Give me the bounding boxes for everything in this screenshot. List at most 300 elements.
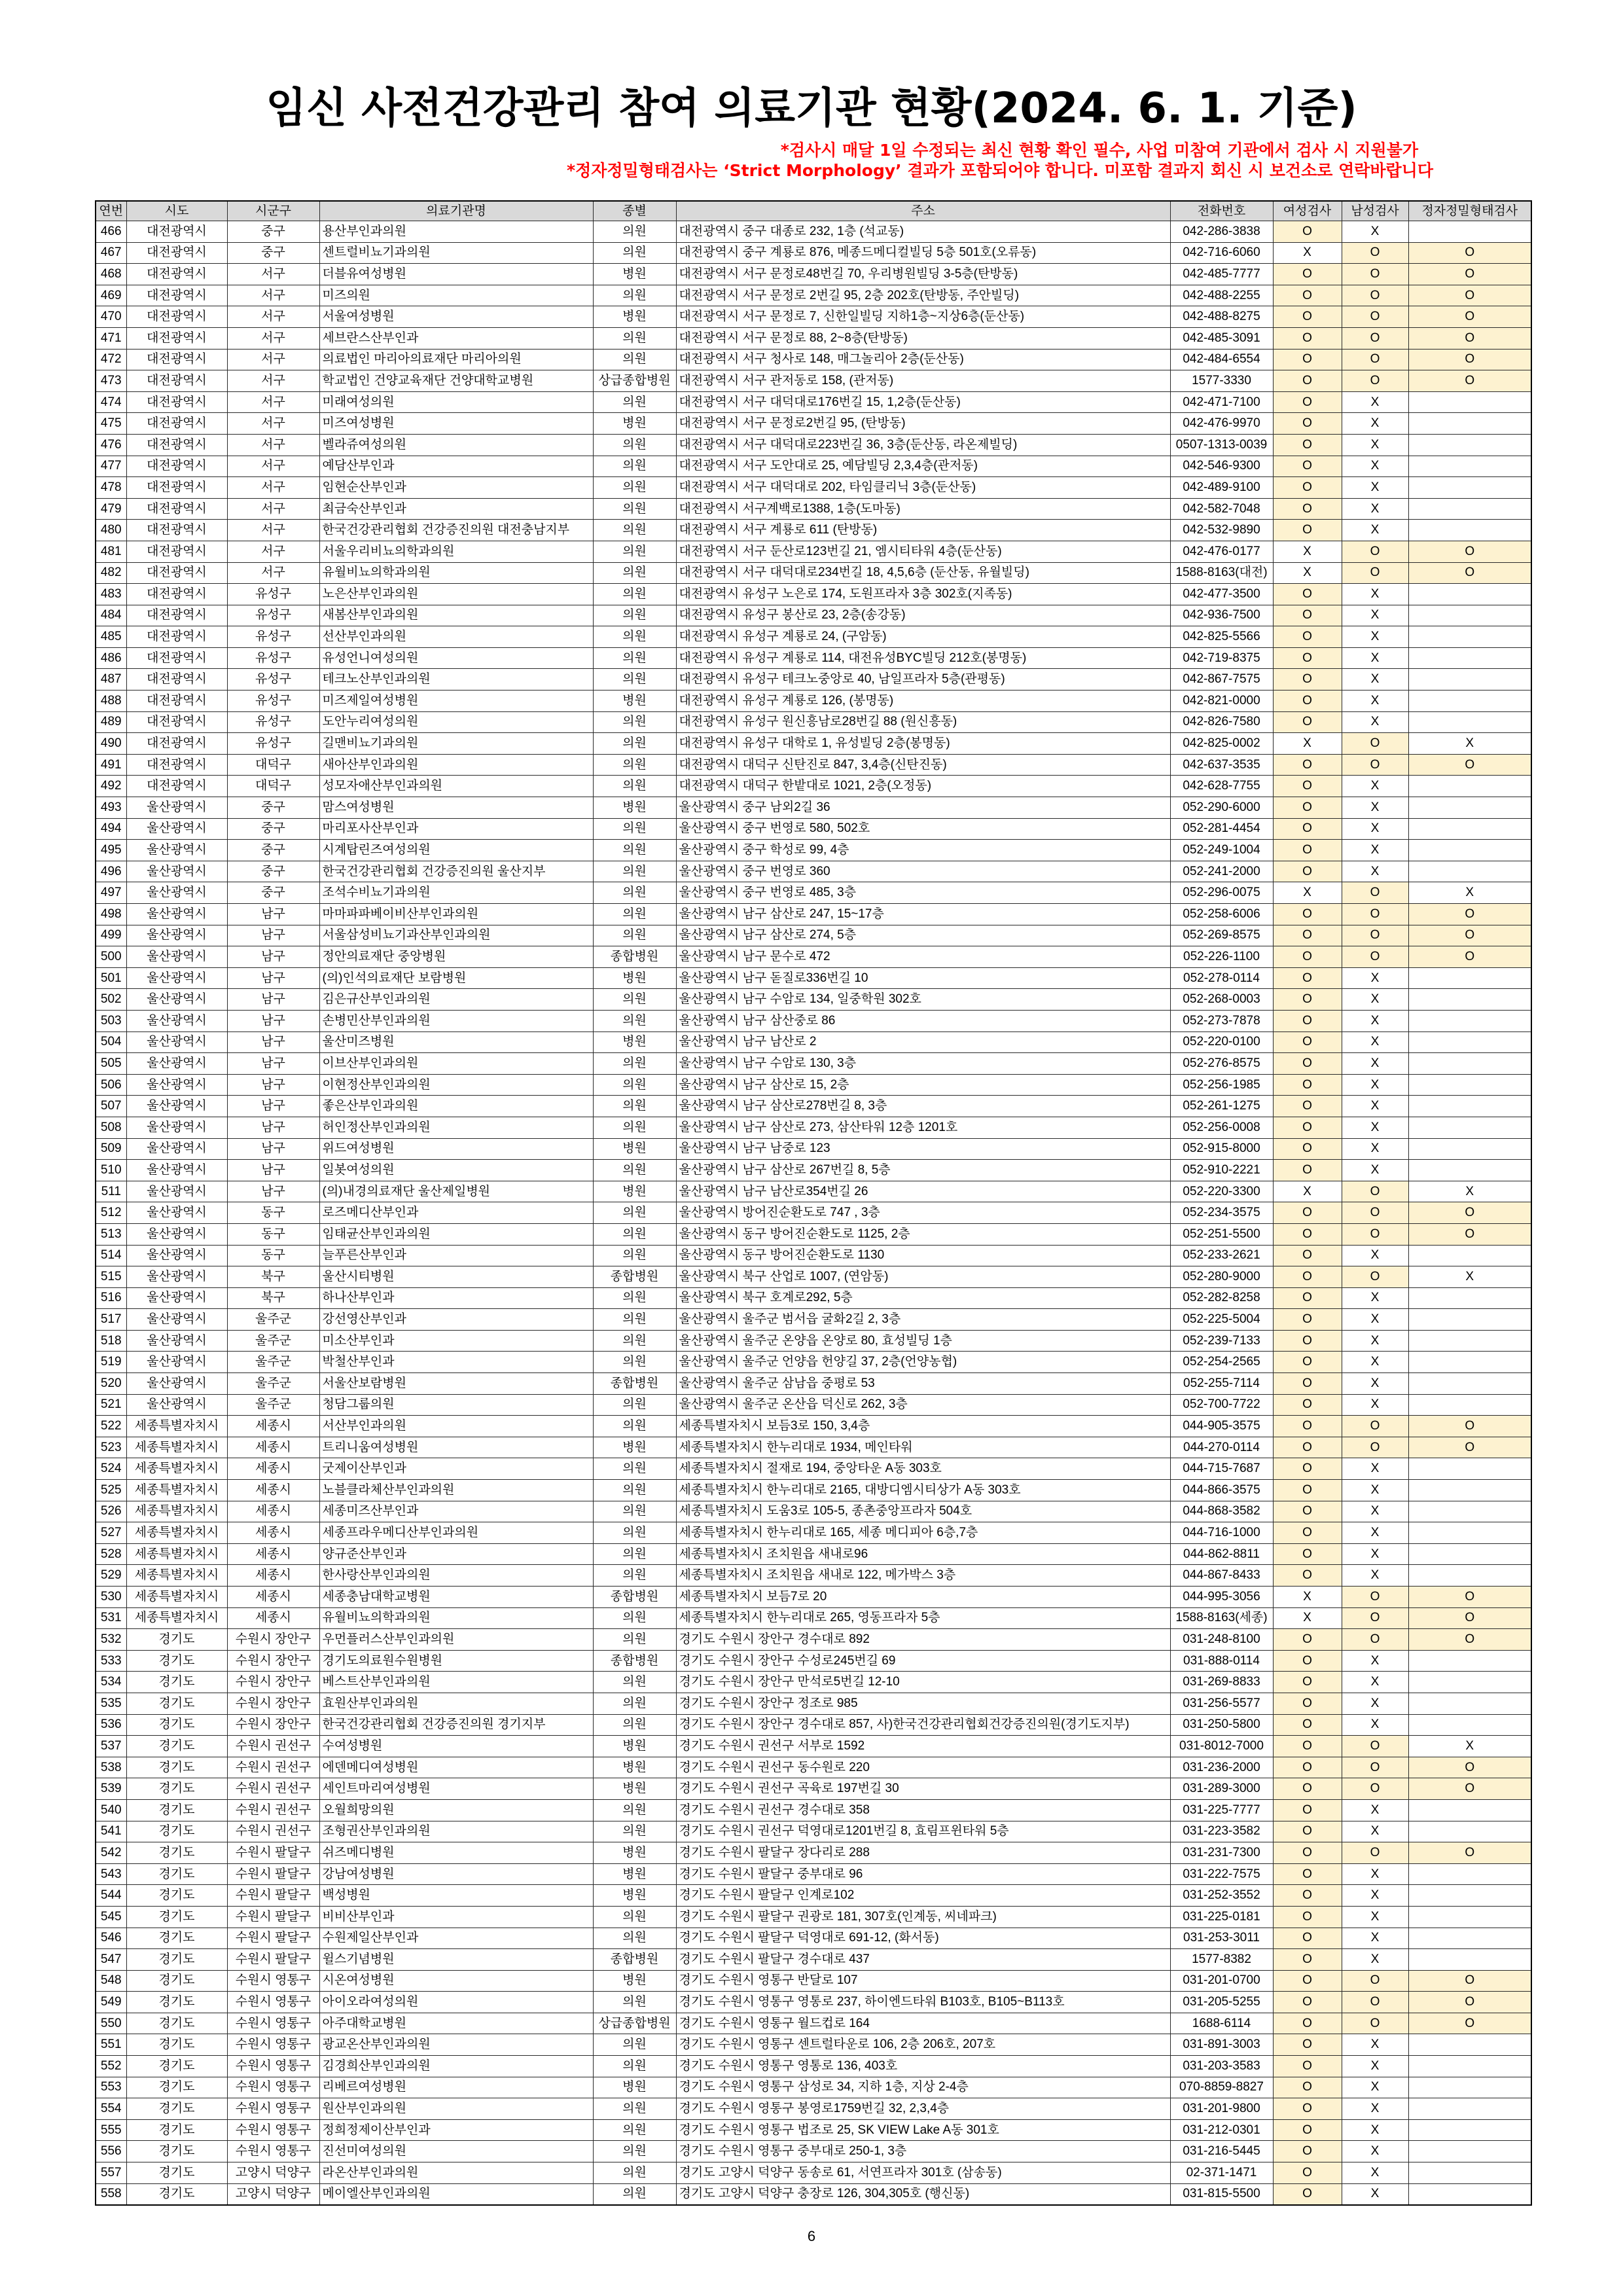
sido-cell: 울산광역시 [126, 861, 227, 882]
sigungu-cell: 수원시 권선구 [227, 1778, 319, 1800]
phone-number: 044-715-7687 [1170, 1458, 1273, 1480]
institution-type: 병원 [593, 691, 676, 712]
notice-line-monthly-update: *검사시 매달 1일 수정되는 최신 현황 확인 필수, 사업 미참여 기관에서 검사 시 지원불가 [780, 141, 1418, 160]
male-test-mark: O [1342, 946, 1408, 968]
table-row [96, 221, 1531, 243]
female-test-mark: O [1273, 327, 1342, 349]
sido-cell: 대전광역시 [126, 626, 227, 648]
sido-cell: 울산광역시 [126, 1223, 227, 1245]
row-number: 512 [96, 1202, 126, 1224]
male-test-mark: X [1342, 391, 1408, 413]
address: 대전광역시 서구 문정로 88, 2~8층(탄방동) [676, 327, 1170, 349]
phone-number: 052-256-1985 [1170, 1074, 1273, 1096]
phone-number: 042-471-7100 [1170, 391, 1273, 413]
female-test-mark: O [1273, 1842, 1342, 1864]
sigungu-cell: 남구 [227, 1053, 319, 1075]
institution-name: 오월희망의원 [319, 1799, 593, 1821]
male-test-mark: X [1342, 520, 1408, 541]
institution-name: 서울산보람병원 [319, 1373, 593, 1395]
row-number: 556 [96, 2141, 126, 2162]
sigungu-cell: 수원시 영통구 [227, 2098, 319, 2120]
male-test-mark: X [1342, 1010, 1408, 1031]
sido-cell: 세종특별자치시 [126, 1543, 227, 1565]
sperm-morphology-test-mark [1408, 1117, 1531, 1138]
address: 대전광역시 유성구 계룡로 24, (구암동) [676, 626, 1170, 648]
address: 대전광역시 서구 대덕대로176번길 15, 1,2층(둔산동) [676, 391, 1170, 413]
address: 대전광역시 서구 도안대로 25, 예담빌딩 2,3,4층(관저동) [676, 456, 1170, 477]
row-number: 468 [96, 264, 126, 285]
phone-number: 031-888-0114 [1170, 1650, 1273, 1672]
phone-number: 042-476-9970 [1170, 413, 1273, 435]
phone-number: 052-276-8575 [1170, 1053, 1273, 1075]
sperm-morphology-test-mark [1408, 1650, 1531, 1672]
phone-number: 052-281-4454 [1170, 818, 1273, 840]
male-test-mark: O [1342, 1266, 1408, 1288]
row-number: 498 [96, 904, 126, 925]
institution-name: 미즈의원 [319, 285, 593, 306]
female-test-mark: O [1273, 711, 1342, 733]
sido-cell: 울산광역시 [126, 1245, 227, 1266]
phone-number: 042-488-2255 [1170, 285, 1273, 306]
female-test-mark: O [1273, 2183, 1342, 2205]
male-test-mark: X [1342, 691, 1408, 712]
female-test-mark: O [1273, 1138, 1342, 1160]
institution-name: 미래여성의원 [319, 391, 593, 413]
institution-type: 병원 [593, 1736, 676, 1757]
address: 울산광역시 남구 돋질로336번길 10 [676, 967, 1170, 989]
sido-cell: 울산광역시 [126, 818, 227, 840]
sido-cell: 대전광역시 [126, 733, 227, 755]
phone-number: 031-891-3003 [1170, 2034, 1273, 2056]
address: 대전광역시 서구 대덕대로234번길 18, 4,5,6층 (둔산동, 유월빌딩) [676, 562, 1170, 584]
sigungu-cell: 남구 [227, 989, 319, 1011]
male-test-mark: X [1342, 797, 1408, 819]
female-test-mark: O [1273, 221, 1342, 243]
sperm-morphology-test-mark: O [1408, 1629, 1531, 1651]
address: 대전광역시 서구 문정로 2번길 95, 2층 202호(탄방동, 주안빌딩) [676, 285, 1170, 306]
institution-name: 트리니움여성병원 [319, 1437, 593, 1458]
female-test-mark: X [1273, 541, 1342, 562]
sigungu-cell: 서구 [227, 327, 319, 349]
sido-cell: 대전광역시 [126, 711, 227, 733]
sigungu-cell: 서구 [227, 541, 319, 562]
sperm-morphology-test-mark [1408, 1330, 1531, 1352]
institution-type: 의원 [593, 776, 676, 797]
sido-cell: 경기도 [126, 2119, 227, 2141]
sperm-morphology-test-mark: X [1408, 733, 1531, 755]
male-test-mark: X [1342, 1330, 1408, 1352]
male-test-mark: X [1342, 776, 1408, 797]
sigungu-cell: 중구 [227, 840, 319, 861]
row-number: 550 [96, 2013, 126, 2034]
row-number: 471 [96, 327, 126, 349]
sido-cell: 경기도 [126, 2098, 227, 2120]
row-number: 486 [96, 647, 126, 669]
row-number: 473 [96, 370, 126, 392]
phone-number: 052-225-5004 [1170, 1309, 1273, 1331]
address: 경기도 수원시 장안구 만석로5번길 12-10 [676, 1672, 1170, 1693]
female-test-mark: O [1273, 1799, 1342, 1821]
row-number: 470 [96, 306, 126, 328]
male-test-mark: X [1342, 840, 1408, 861]
institution-type: 병원 [593, 1757, 676, 1778]
sido-cell: 대전광역시 [126, 264, 227, 285]
sigungu-cell: 서구 [227, 370, 319, 392]
female-test-mark: O [1273, 1352, 1342, 1373]
institution-name: 벨라쥬여성의원 [319, 434, 593, 456]
institution-type: 의원 [593, 711, 676, 733]
table-header-row [96, 201, 1531, 221]
institution-name: 한국건강관리협회 건강증진의원 대전충남지부 [319, 520, 593, 541]
phone-number: 042-826-7580 [1170, 711, 1273, 733]
phone-number: 042-719-8375 [1170, 647, 1273, 669]
row-number: 546 [96, 1928, 126, 1949]
sperm-morphology-test-mark [1408, 2183, 1531, 2205]
sido-cell: 세종특별자치시 [126, 1416, 227, 1437]
row-number: 484 [96, 605, 126, 626]
institution-name: 센트럴비뇨기과의원 [319, 242, 593, 264]
sido-cell: 경기도 [126, 1992, 227, 2013]
row-number: 492 [96, 776, 126, 797]
male-test-mark: O [1342, 1970, 1408, 1992]
institution-name: 손병민산부인과의원 [319, 1010, 593, 1031]
table-row [96, 1778, 1531, 1800]
male-test-mark: X [1342, 1799, 1408, 1821]
sigungu-cell: 세종시 [227, 1607, 319, 1629]
address: 경기도 수원시 권선구 경수대로 358 [676, 1799, 1170, 1821]
sigungu-cell: 중구 [227, 797, 319, 819]
address: 울산광역시 남구 삼산로 267번길 8, 5층 [676, 1160, 1170, 1181]
sperm-morphology-test-mark [1408, 1821, 1531, 1842]
female-test-mark: O [1273, 1010, 1342, 1031]
sigungu-cell: 수원시 영통구 [227, 2119, 319, 2141]
institution-type: 의원 [593, 1543, 676, 1565]
sigungu-cell: 중구 [227, 818, 319, 840]
phone-number: 042-489-9100 [1170, 477, 1273, 499]
sido-cell: 울산광역시 [126, 882, 227, 904]
female-test-mark: O [1273, 946, 1342, 968]
male-test-mark: X [1342, 498, 1408, 520]
institution-name: 박철산부인과 [319, 1352, 593, 1373]
phone-number: 052-251-5500 [1170, 1223, 1273, 1245]
phone-number: 052-269-8575 [1170, 925, 1273, 946]
sido-cell: 울산광역시 [126, 1031, 227, 1053]
address: 울산광역시 북구 호계로292, 5층 [676, 1287, 1170, 1309]
institution-type: 종합병원 [593, 1587, 676, 1608]
institution-type: 의원 [593, 1416, 676, 1437]
row-number: 510 [96, 1160, 126, 1181]
institution-type: 의원 [593, 1629, 676, 1651]
table-row [96, 1223, 1531, 1245]
female-test-mark: O [1273, 434, 1342, 456]
row-number: 475 [96, 413, 126, 435]
institution-name: 아이오라여성의원 [319, 1992, 593, 2013]
sigungu-cell: 수원시 장안구 [227, 1714, 319, 1736]
institution-type: 상급종합병원 [593, 2013, 676, 2034]
institution-type: 의원 [593, 1522, 676, 1544]
table-row [96, 2162, 1531, 2184]
female-test-mark: O [1273, 1736, 1342, 1757]
address: 대전광역시 서구 계룡로 611 (탄방동) [676, 520, 1170, 541]
male-test-mark: O [1342, 306, 1408, 328]
institution-name: 경기도의료원수원병원 [319, 1650, 593, 1672]
sperm-morphology-test-mark [1408, 1010, 1531, 1031]
address: 대전광역시 서구 대덕대로223번길 36, 3층(둔산동, 라온제빌딩) [676, 434, 1170, 456]
sigungu-cell: 서구 [227, 456, 319, 477]
sido-cell: 경기도 [126, 1736, 227, 1757]
sperm-morphology-test-mark: O [1408, 2013, 1531, 2034]
sido-cell: 울산광역시 [126, 1010, 227, 1031]
institution-type: 의원 [593, 1821, 676, 1842]
institution-type: 의원 [593, 584, 676, 605]
row-number: 472 [96, 349, 126, 370]
institution-type: 의원 [593, 1799, 676, 1821]
male-test-mark: X [1342, 1949, 1408, 1971]
row-number: 541 [96, 1821, 126, 1842]
institution-type: 의원 [593, 1053, 676, 1075]
row-number: 474 [96, 391, 126, 413]
sigungu-cell: 세종시 [227, 1587, 319, 1608]
institution-type: 의원 [593, 456, 676, 477]
female-test-mark: O [1273, 1906, 1342, 1928]
sperm-morphology-test-mark: O [1408, 946, 1531, 968]
female-test-mark: O [1273, 391, 1342, 413]
institution-type: 종합병원 [593, 1266, 676, 1288]
address: 대전광역시 유성구 계룡로 126, (봉명동) [676, 691, 1170, 712]
institution-name: 김은규산부인과의원 [319, 989, 593, 1011]
male-test-mark: X [1342, 1309, 1408, 1331]
female-test-mark: O [1273, 2077, 1342, 2098]
sperm-morphology-test-mark [1408, 1031, 1531, 1053]
male-test-mark: O [1342, 1607, 1408, 1629]
institution-name: (의)인석의료재단 보람병원 [319, 967, 593, 989]
row-number: 535 [96, 1693, 126, 1714]
female-test-mark: O [1273, 1992, 1342, 2013]
sperm-morphology-test-mark [1408, 647, 1531, 669]
address: 울산광역시 울주군 범서읍 굴화2길 2, 3층 [676, 1309, 1170, 1331]
sperm-morphology-test-mark [1408, 818, 1531, 840]
sigungu-cell: 수원시 영통구 [227, 2056, 319, 2077]
institution-name: 테크노산부인과의원 [319, 669, 593, 691]
phone-number: 052-280-9000 [1170, 1266, 1273, 1288]
table-row [96, 1352, 1531, 1373]
table-row [96, 1287, 1531, 1309]
institution-name: 한사랑산부인과의원 [319, 1565, 593, 1587]
phone-number: 044-866-3575 [1170, 1480, 1273, 1501]
institution-name: 선산부인과의원 [319, 626, 593, 648]
institution-name: 길맨비뇨기과의원 [319, 733, 593, 755]
sigungu-cell: 수원시 팔달구 [227, 1842, 319, 1864]
institution-name: 한국건강관리협회 건강증진의원 경기지부 [319, 1714, 593, 1736]
table-row [96, 1565, 1531, 1587]
address: 경기도 수원시 영통구 센트럴타운로 106, 2층 206호, 207호 [676, 2034, 1170, 2056]
sigungu-cell: 수원시 권선구 [227, 1821, 319, 1842]
address: 경기도 수원시 팔달구 경수대로 437 [676, 1949, 1170, 1971]
female-test-mark: X [1273, 1587, 1342, 1608]
sigungu-cell: 남구 [227, 1117, 319, 1138]
phone-number: 1588-8163(대전) [1170, 562, 1273, 584]
male-test-mark: X [1342, 1672, 1408, 1693]
sigungu-cell: 서구 [227, 477, 319, 499]
sigungu-cell: 남구 [227, 1181, 319, 1202]
row-number: 552 [96, 2056, 126, 2077]
row-number: 509 [96, 1138, 126, 1160]
address: 대전광역시 유성구 원신흥남로28번길 88 (원신흥동) [676, 711, 1170, 733]
sperm-morphology-test-mark [1408, 605, 1531, 626]
sido-cell: 경기도 [126, 1821, 227, 1842]
male-test-mark: X [1342, 2077, 1408, 2098]
table-row [96, 946, 1531, 968]
institution-name: 마리포사산부인과 [319, 818, 593, 840]
male-test-mark: X [1342, 669, 1408, 691]
sperm-morphology-test-mark [1408, 1714, 1531, 1736]
phone-number: 052-234-3575 [1170, 1202, 1273, 1224]
institution-type: 병원 [593, 413, 676, 435]
sigungu-cell: 수원시 영통구 [227, 2034, 319, 2056]
row-number: 534 [96, 1672, 126, 1693]
female-test-mark: X [1273, 242, 1342, 264]
row-number: 499 [96, 925, 126, 946]
sperm-morphology-test-mark: O [1408, 370, 1531, 392]
female-test-mark: O [1273, 1287, 1342, 1309]
sigungu-cell: 서구 [227, 413, 319, 435]
male-test-mark: O [1342, 541, 1408, 562]
sido-cell: 세종특별자치시 [126, 1522, 227, 1544]
institution-name: 새아산부인과의원 [319, 754, 593, 776]
address: 울산광역시 중구 번영로 485, 3층 [676, 882, 1170, 904]
institution-name: 광교온산부인과의원 [319, 2034, 593, 2056]
table-row [96, 1522, 1531, 1544]
table-row [96, 456, 1531, 477]
sido-cell: 경기도 [126, 1714, 227, 1736]
sido-cell: 대전광역시 [126, 391, 227, 413]
institution-type: 의원 [593, 541, 676, 562]
row-number: 553 [96, 2077, 126, 2098]
institution-name: 강남여성병원 [319, 1863, 593, 1885]
institution-name: 도안누리여성의원 [319, 711, 593, 733]
institution-name: 유성언니여성의원 [319, 647, 593, 669]
sido-cell: 경기도 [126, 1693, 227, 1714]
table-row [96, 1416, 1531, 1437]
phone-number: 042-716-6060 [1170, 242, 1273, 264]
table-row [96, 520, 1531, 541]
table-row [96, 989, 1531, 1011]
male-test-mark: X [1342, 626, 1408, 648]
address: 대전광역시 서구 대덕대로 202, 타임클리닉 3층(둔산동) [676, 477, 1170, 499]
sido-cell: 울산광역시 [126, 925, 227, 946]
table-row [96, 1607, 1531, 1629]
address: 울산광역시 남구 삼산로 274, 5층 [676, 925, 1170, 946]
address: 울산광역시 중구 번영로 580, 502호 [676, 818, 1170, 840]
phone-number: 1688-6114 [1170, 2013, 1273, 2034]
institution-type: 의원 [593, 1160, 676, 1181]
female-test-mark: O [1273, 1565, 1342, 1587]
row-number: 481 [96, 541, 126, 562]
male-test-mark: O [1342, 754, 1408, 776]
institution-type: 의원 [593, 2183, 676, 2205]
sigungu-cell: 서구 [227, 562, 319, 584]
table-row [96, 904, 1531, 925]
sperm-morphology-test-mark [1408, 2141, 1531, 2162]
row-number: 506 [96, 1074, 126, 1096]
institution-name: 라온산부인과의원 [319, 2162, 593, 2184]
institution-type: 병원 [593, 1863, 676, 1885]
male-test-mark: X [1342, 605, 1408, 626]
phone-number: 052-239-7133 [1170, 1330, 1273, 1352]
address: 울산광역시 남구 남중로 123 [676, 1138, 1170, 1160]
female-test-mark: O [1273, 413, 1342, 435]
sigungu-cell: 유성구 [227, 605, 319, 626]
address: 경기도 수원시 영통구 봉영로1759번길 32, 2,3,4층 [676, 2098, 1170, 2120]
address: 세종특별자치시 한누리대로 2165, 대방디엠시티상가 A동 303호 [676, 1480, 1170, 1501]
address: 울산광역시 중구 남외2길 36 [676, 797, 1170, 819]
institution-name: 로즈메디산부인과 [319, 1202, 593, 1224]
table-row [96, 264, 1531, 285]
row-number: 524 [96, 1458, 126, 1480]
institution-type: 의원 [593, 498, 676, 520]
institution-name: 수여성병원 [319, 1736, 593, 1757]
table-row [96, 391, 1531, 413]
male-test-mark: X [1342, 1117, 1408, 1138]
male-test-mark: X [1342, 1501, 1408, 1522]
institution-type: 의원 [593, 1223, 676, 1245]
address: 대전광역시 유성구 봉산로 23, 2층(송강동) [676, 605, 1170, 626]
table-row [96, 1053, 1531, 1075]
female-test-mark: O [1273, 1970, 1342, 1992]
female-test-mark: O [1273, 1949, 1342, 1971]
institution-name: 유월비뇨의학과의원 [319, 562, 593, 584]
sigungu-cell: 남구 [227, 904, 319, 925]
sido-cell: 울산광역시 [126, 989, 227, 1011]
sperm-morphology-test-mark: O [1408, 1970, 1531, 1992]
address: 세종특별자치시 조치원읍 새내로 122, 메가박스 3층 [676, 1565, 1170, 1587]
row-number: 476 [96, 434, 126, 456]
phone-number: 031-201-9800 [1170, 2098, 1273, 2120]
sigungu-cell: 중구 [227, 221, 319, 243]
sperm-morphology-test-mark [1408, 456, 1531, 477]
table-row [96, 306, 1531, 328]
header-institution-type: 종별 [593, 201, 676, 221]
address: 울산광역시 울주군 언양읍 헌양길 37, 2층(언양농협) [676, 1352, 1170, 1373]
address: 경기도 수원시 영통구 영통로 237, 하이엔드타워 B103호, B105~B113호 [676, 1992, 1170, 2013]
sperm-morphology-test-mark: X [1408, 1266, 1531, 1288]
sigungu-cell: 수원시 영통구 [227, 2013, 319, 2034]
row-number: 519 [96, 1352, 126, 1373]
sigungu-cell: 세종시 [227, 1543, 319, 1565]
address: 대전광역시 유성구 테크노중앙로 40, 남일프라자 5층(관평동) [676, 669, 1170, 691]
institution-type: 의원 [593, 904, 676, 925]
row-number: 549 [96, 1992, 126, 2013]
sperm-morphology-test-mark [1408, 967, 1531, 989]
sigungu-cell: 남구 [227, 967, 319, 989]
sperm-morphology-test-mark: O [1408, 904, 1531, 925]
sido-cell: 대전광역시 [126, 327, 227, 349]
female-test-mark: O [1273, 2141, 1342, 2162]
address: 울산광역시 남구 남산로354번길 26 [676, 1181, 1170, 1202]
row-number: 533 [96, 1650, 126, 1672]
male-test-mark: O [1342, 1181, 1408, 1202]
male-test-mark: O [1342, 1842, 1408, 1864]
phone-number: 031-216-5445 [1170, 2141, 1273, 2162]
sperm-morphology-test-mark [1408, 1394, 1531, 1416]
address: 경기도 수원시 팔달구 덕영대로 691-12, (화서동) [676, 1928, 1170, 1949]
institution-name: 세종충남대학교병원 [319, 1587, 593, 1608]
sido-cell: 대전광역시 [126, 306, 227, 328]
sigungu-cell: 동구 [227, 1223, 319, 1245]
phone-number: 0507-1313-0039 [1170, 434, 1273, 456]
table-row [96, 1906, 1531, 1928]
address: 경기도 수원시 권선구 곡육로 197번길 30 [676, 1778, 1170, 1800]
